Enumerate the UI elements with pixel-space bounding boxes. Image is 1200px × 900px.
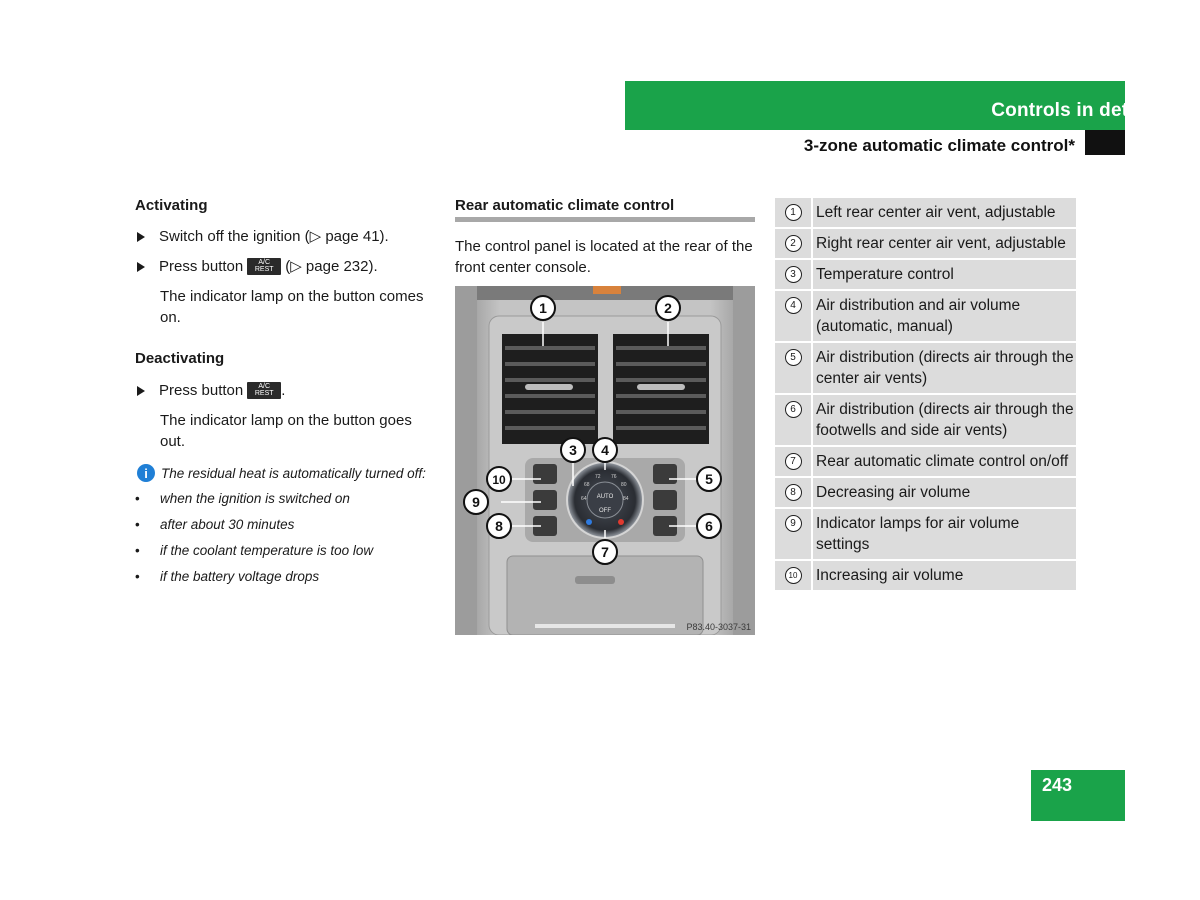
chapter-title: Controls in detail [991, 100, 1150, 121]
callout-8 [487, 514, 511, 538]
legend-row [775, 395, 1076, 447]
legend-number: 1 [785, 204, 802, 221]
legend-text: Air distribution (directs air through the center air vents) [811, 343, 1076, 393]
svg-text:6: 6 [705, 518, 713, 534]
note-bullet: • after about 30 minutes [135, 517, 295, 532]
activating-heading: Activating [135, 197, 208, 214]
legend-number: 10 [785, 567, 802, 584]
legend-text: Increasing air volume [811, 561, 963, 590]
legend-number: 2 [785, 235, 802, 252]
legend-row [775, 561, 1076, 592]
legend-text: Air distribution and air volume (automatic, manual) [811, 291, 1076, 341]
svg-text:64: 64 [581, 496, 587, 502]
callout-9 [464, 490, 488, 514]
rear-control-text: The control panel is located at the rear of the front center console. [455, 238, 753, 276]
svg-text:72: 72 [595, 474, 601, 480]
legend-text: Right rear center air vent, adjustable [811, 229, 1066, 258]
legend-row [775, 343, 1076, 395]
deactivating-result: The indicator lamp on the button goes out. [160, 412, 412, 450]
callout-6 [697, 514, 721, 538]
rear-control-heading: Rear automatic climate control [455, 197, 675, 214]
photo-code: P83.40-3037-31 [686, 622, 751, 632]
deactivating-step-1: Press button A/C REST . [135, 380, 285, 401]
note: i The residual heat is automatically turned off: [137, 464, 426, 482]
svg-text:OFF: OFF [599, 508, 611, 514]
svg-text:80: 80 [621, 482, 627, 488]
svg-text:1: 1 [539, 300, 547, 316]
svg-text:5: 5 [705, 471, 713, 487]
svg-text:84: 84 [623, 496, 629, 502]
legend-number: 8 [785, 484, 802, 501]
legend-row [775, 198, 1076, 229]
legend-row [775, 260, 1076, 291]
callout-2 [656, 296, 680, 320]
note-bullet: • if the coolant temperature is too low [135, 543, 374, 558]
heading-rule [455, 217, 755, 222]
note-bullet: • if the battery voltage drops [135, 569, 320, 584]
legend-row [775, 447, 1076, 478]
page-number: 243 [1041, 775, 1073, 795]
section-title: 3-zone automatic climate control* [803, 136, 1075, 155]
legend-text: Indicator lamps for air volume settings [811, 509, 1076, 559]
section-marker [1085, 130, 1125, 155]
step-arrow-icon [137, 386, 145, 396]
svg-text:7: 7 [601, 544, 609, 560]
ac-rest-button-icon: A/C REST [247, 258, 281, 275]
svg-text:2: 2 [664, 300, 672, 316]
callout-10 [487, 467, 511, 491]
legend-number: 7 [785, 453, 802, 470]
note-bullet: • when the ignition is switched on [135, 491, 350, 506]
callout-3 [561, 438, 585, 462]
step-arrow-icon [137, 262, 145, 272]
svg-text:10: 10 [492, 473, 506, 487]
legend-number: 9 [785, 515, 802, 532]
callout-1 [531, 296, 555, 320]
legend-row [775, 291, 1076, 343]
legend-text: Left rear center air vent, adjustable [811, 198, 1056, 227]
legend-text: Decreasing air volume [811, 478, 970, 507]
info-icon: i [137, 464, 155, 482]
legend-row [775, 478, 1076, 509]
legend-table [775, 198, 1076, 592]
callout-4 [593, 438, 617, 462]
legend-number: 4 [785, 297, 802, 314]
legend-number: 6 [785, 401, 802, 418]
step-arrow-icon [137, 232, 145, 242]
legend-row [775, 509, 1076, 561]
svg-text:3: 3 [569, 442, 577, 458]
climate-control-photo [455, 286, 755, 635]
svg-text:9: 9 [472, 494, 480, 510]
svg-text:68: 68 [584, 482, 590, 488]
callout-7 [593, 540, 617, 564]
legend-text: Temperature control [811, 260, 954, 289]
ac-rest-button-icon: A/C REST [247, 382, 281, 399]
callout-5 [697, 467, 721, 491]
legend-number: 3 [785, 266, 802, 283]
svg-text:76: 76 [611, 474, 617, 480]
legend-text: Air distribution (directs air through the footwells and side air vents) [811, 395, 1076, 445]
svg-text:4: 4 [601, 442, 609, 458]
activating-step-2: Press button A/C REST (▷ page 232). [135, 256, 378, 277]
activating-result: The indicator lamp on the button comes on. [160, 288, 424, 326]
svg-text:AUTO: AUTO [596, 494, 614, 500]
activating-step-1: Switch off the ignition (▷ page 41). [135, 226, 389, 247]
legend-number: 5 [785, 349, 802, 366]
svg-text:8: 8 [495, 518, 503, 534]
legend-row [775, 229, 1076, 260]
legend-text: Rear automatic climate control on/off [811, 447, 1068, 476]
deactivating-heading: Deactivating [135, 350, 225, 367]
